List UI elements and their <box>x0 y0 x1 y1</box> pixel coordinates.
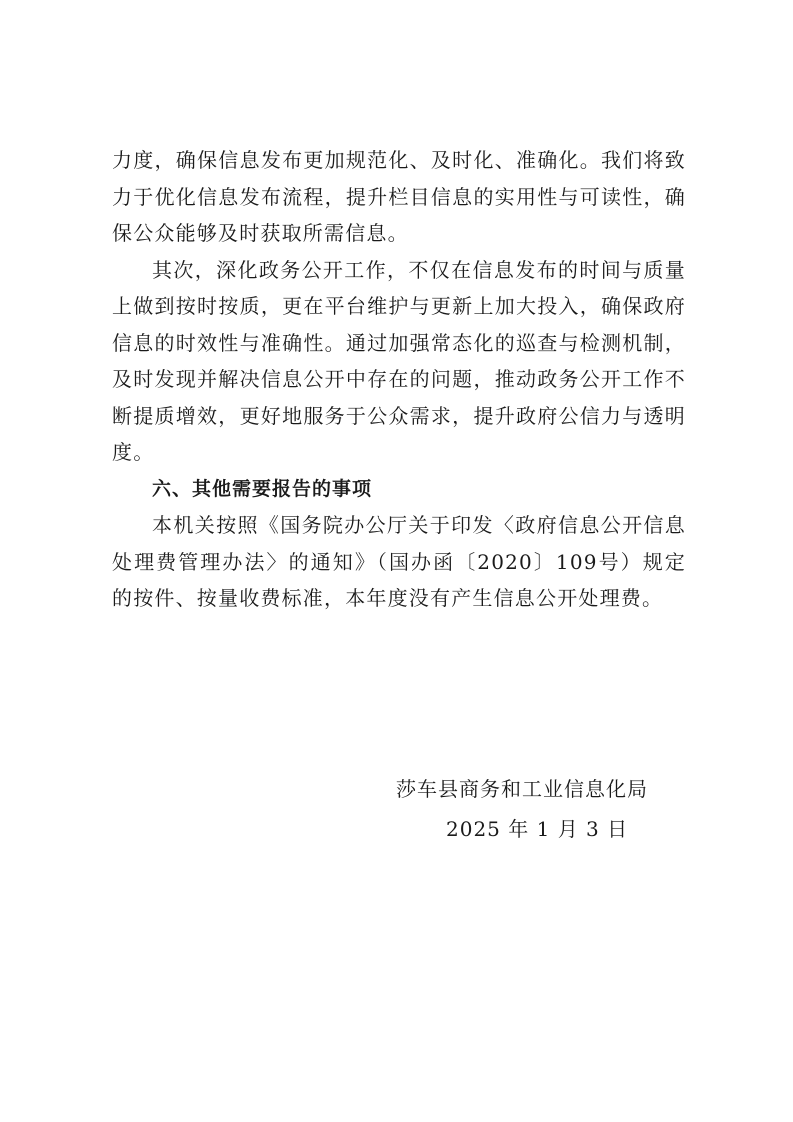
paragraph-processing-fee: 本机关按照《国务院办公厅关于印发〈政府信息公开信息处理费管理办法〉的通知》（国办函〔2020〕109号）规定的按件、按量收费标准，本年度没有产生信息公开处理费。 <box>112 513 686 610</box>
signature-organization: 莎车县商务和工业信息化局 <box>396 777 648 801</box>
paragraph-info-release: 力度，确保信息发布更加规范化、及时化、准确化。我们将致力于优化信息发布流程，提升栏目信息的实用性与可读性，确保公众能够及时获取所需信息。 <box>112 148 686 245</box>
signature-date: 2025 年 1 月 3 日 <box>446 817 629 841</box>
paragraph-government-openness: 其次，深化政务公开工作，不仅在信息发布的时间与质量上做到按时按质，更在平台维护与更新上加大投入，确保政府信息的时效性与准确性。通过加强常态化的巡查与检测机制，及时发现并解决信息公开中存在的问题，推动政务公开工作不断提质增效，更好地服务于公众需求，提升政府公信力与透明度。 <box>112 257 686 464</box>
section-heading-other-matters: 六、其他需要报告的事项 <box>152 477 373 500</box>
document-body <box>112 142 686 617</box>
